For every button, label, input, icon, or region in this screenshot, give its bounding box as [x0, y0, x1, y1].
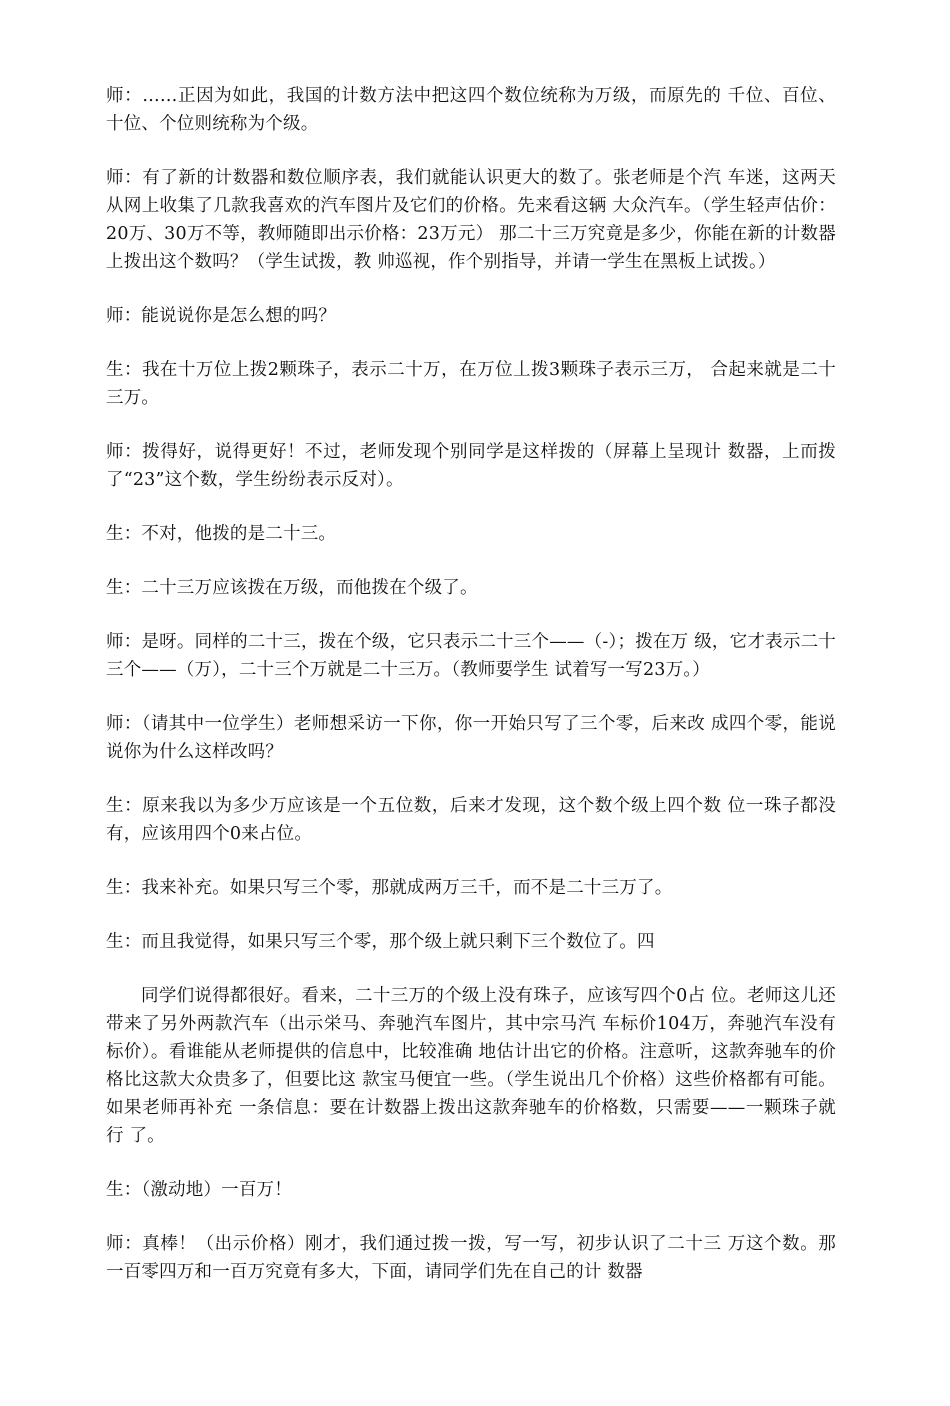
paragraph-8: 师：是呀。同样的二十三，拨在个级，它只表示二十三个——（-）；拨在万 级，它才表示二十三个——（万），二十三个万就是二十三万。（教师要学生 试着写一写23万。） — [106, 632, 836, 680]
paragraph-12: 生：而且我觉得，如果只写三个零，那个级上就只剩下三个数位了。四 — [106, 932, 655, 952]
paragraph-6: 生：不对，他拨的是二十三。 — [106, 524, 337, 544]
paragraph-9: 师：（请其中一位学生）老师想采访一下你，你一开始只写了三个零，后来改 成四个零，能说说你为什么这样改吗？ — [106, 714, 836, 762]
paragraph-4: 生：我在十万位上拨2颗珠子，表示二十万，在万位丄拨3颗珠子表示三万， 合起来就是二十三万。 — [106, 360, 836, 408]
paragraph-3: 师：能说说你是怎么想的吗？ — [106, 306, 337, 326]
paragraph-5: 师：拨得好，说得更好！不过，老师发现个别同学是这样拨的（屏幕上呈现计 数器，上而拨了“23”这个数，学生纷纷表示反对）。 — [106, 442, 836, 490]
paragraph-11: 生：我来补充。如果只写三个零，那就成两万三千，而不是二十三万了。 — [106, 878, 673, 898]
paragraph-1: 师：……正因为如此，我国的计数方法中把这四个数位统称为万级，而原先的 千位、百位、十位、个位则统称为个级。 — [106, 86, 836, 134]
paragraph-7: 生：二十三万应该拨在万级，而他拨在个级了。 — [106, 578, 478, 598]
document-body — [106, 82, 836, 1312]
paragraph-14: 生：（激动地）一百万！ — [106, 1180, 292, 1200]
paragraph-13: 同学们说得都很好。看来，二十三万的个级上没有珠子，应该写四个0占 位。老师这儿还带来了另外两款汽车（出示栄马、奔驰汽车图片，其中宗马汽 车标价104万，奔驰汽车没有标价）。看谁能从老师提供的信息中，比较准确 地估计出它的价格。注意听，这款奔驰车的价格比这款大众贵多了，但要比这 款宝马便宜一些。（学生说出几个价格）这些价格都有可能。如果老师再补充 一条信息：要在计数器上拨出这款奔驰车的价格数，只需要——一颗珠子就行 了。 — [106, 986, 836, 1146]
paragraph-15: 师：真棒！（出示价格）刚才，我们通过拨一拨，写一写，初步认识了二十三 万这个数。那一百零四万和一百万究竟有多大，下面，请同学们先在自己的计 数器 — [106, 1234, 836, 1282]
paragraph-10: 生：原来我以为多少万应该是一个五位数，后来才发现，这个数个级上四个数 位一珠子都没有，应该用四个0来占位。 — [106, 796, 836, 844]
paragraph-2: 师：有了新的计数器和数位顺序表，我们就能认识更大的数了。张老师是个汽 车迷，这两天从网上收集了几款我喜欢的汽车图片及它们的价格。先来看这辆 大众汽车。（学生轻声估价：20万、30万不等，教师随即出示价格：23万元） 那二十三万究竟是多少，你能在新的计数器上拨出这个数吗？（学生试拨，教 帅巡视，作个别指导，并请一学生在黑板上试拨。） — [106, 168, 836, 272]
